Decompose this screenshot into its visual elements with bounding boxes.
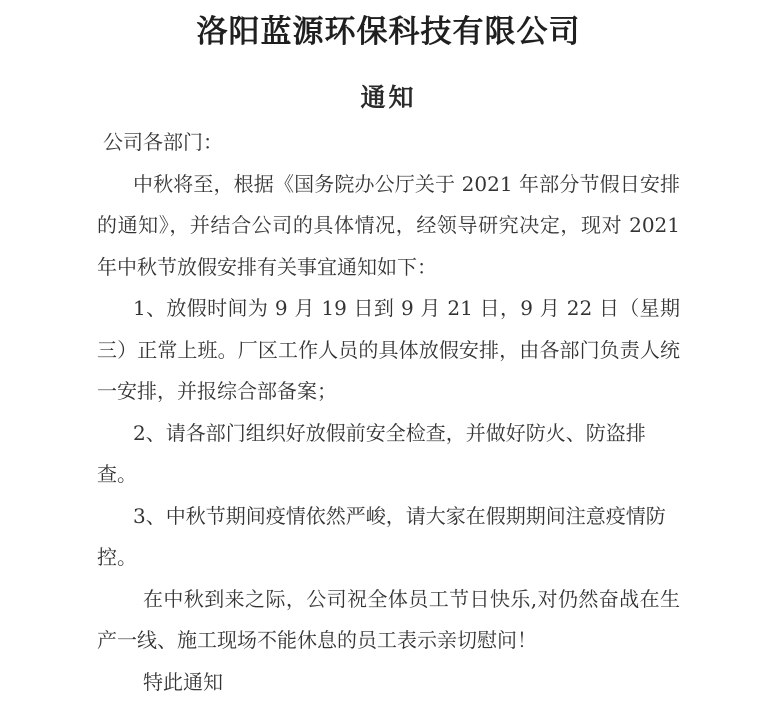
paragraph-greeting: 在中秋到来之际，公司祝全体员工节日快乐,对仍然奋战在生产一线、施工现场不能休息的员工表示亲切慰问！ xyxy=(97,579,680,662)
notice-body xyxy=(97,122,680,703)
paragraph-closing: 特此通知 xyxy=(97,662,680,703)
salutation: 公司各部门： xyxy=(97,122,680,164)
paragraph-item-1-holiday-dates: 1、放假时间为 9 月 19 日到 9 月 21 日，9 月 22 日（星期三）正常上班。厂区工作人员的具体放假安排，由各部门负责人统一安排，并报综合部备案； xyxy=(97,288,680,413)
paragraph-item-2-safety-check: 2、请各部门组织好放假前安全检查，并做好防火、防盗排查。 xyxy=(97,413,680,496)
company-title: 洛阳蓝源环保科技有限公司 xyxy=(97,0,680,52)
paragraph-item-3-epidemic: 3、中秋节期间疫情依然严峻，请大家在假期期间注意疫情防控。 xyxy=(97,496,680,579)
paragraph-intro: 中秋将至，根据《国务院办公厅关于 2021 年部分节假日安排的通知》，并结合公司的具体情况，经领导研究决定，现对 2021 年中秋节放假安排有关事宜通知如下： xyxy=(97,164,680,289)
notice-title: 通知 xyxy=(97,82,680,114)
